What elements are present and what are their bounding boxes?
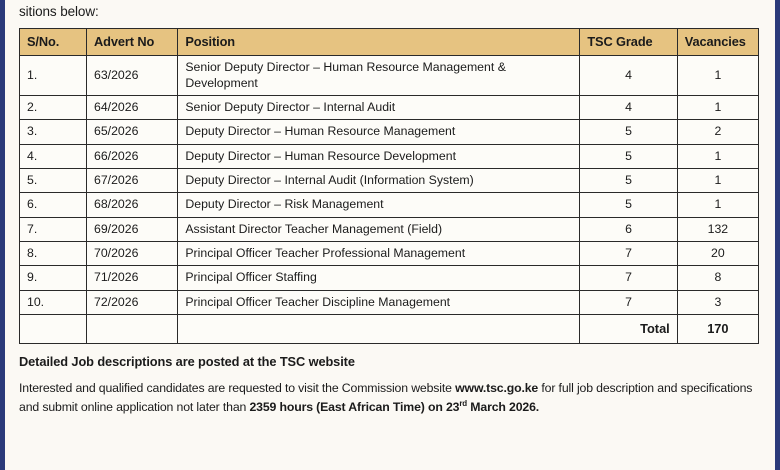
footer-text-part1: Interested and qualified candidates are requested to visit the Commission website	[19, 381, 456, 396]
cell-vacancies: 1	[677, 193, 758, 217]
column-header-advert: Advert No	[86, 29, 177, 56]
cell-position: Senior Deputy Director – Internal Audit	[178, 95, 580, 119]
cell-vacancies: 1	[677, 56, 758, 96]
cell-sno: 8.	[20, 242, 87, 266]
ordinal-suffix: rd	[459, 398, 468, 408]
footer-website-link[interactable]: www.tsc.go.ke	[455, 381, 539, 396]
column-header-vacancies: Vacancies	[677, 29, 758, 56]
cell-vacancies: 1	[677, 144, 758, 168]
cell-grade: 4	[580, 56, 677, 96]
footer-deadline-date: March 2026.	[467, 400, 540, 415]
cell-vacancies: 2	[677, 120, 758, 144]
footer-paragraph	[19, 380, 763, 417]
cell-grade: 7	[580, 290, 677, 314]
footer-text-part2: for full job description and specifications and submit online application not later than	[19, 381, 753, 415]
cell-vacancies: 8	[677, 266, 758, 290]
cell-grade: 5	[580, 193, 677, 217]
cell-sno: 10.	[20, 290, 87, 314]
column-header-position: Position	[178, 29, 580, 56]
cell-position: Principal Officer Teacher Professional Management	[178, 242, 580, 266]
footer-block	[19, 354, 763, 417]
cell-position: Deputy Director – Risk Management	[178, 193, 580, 217]
cell-advert: 71/2026	[86, 266, 177, 290]
table-row	[20, 144, 759, 168]
page-content	[5, 0, 775, 470]
cell-advert: 72/2026	[86, 290, 177, 314]
column-header-grade: TSC Grade	[580, 29, 677, 56]
page-rail-right	[775, 0, 780, 470]
cell-vacancies: 3	[677, 290, 758, 314]
cell-advert: 65/2026	[86, 120, 177, 144]
cell-advert: 70/2026	[86, 242, 177, 266]
cell-vacancies: 1	[677, 95, 758, 119]
table-row	[20, 168, 759, 192]
cell-grade: 5	[580, 144, 677, 168]
cell-vacancies: 132	[677, 217, 758, 241]
table-header	[20, 29, 759, 56]
cell-position: Assistant Director Teacher Management (Field)	[178, 217, 580, 241]
cell-sno: 2.	[20, 95, 87, 119]
cell-position: Principal Officer Staffing	[178, 266, 580, 290]
footer-deadline-ordinal	[459, 400, 467, 414]
cell-position: Senior Deputy Director – Human Resource Management & Development	[178, 56, 580, 96]
column-header-sno: S/No.	[20, 29, 87, 56]
cell-sno: 3.	[20, 120, 87, 144]
total-blank-position	[178, 315, 580, 344]
footer-heading: Detailed Job descriptions are posted at the TSC website	[19, 354, 355, 370]
cell-grade: 6	[580, 217, 677, 241]
cell-advert: 66/2026	[86, 144, 177, 168]
vacancy-table	[19, 28, 759, 344]
cell-sno: 4.	[20, 144, 87, 168]
cell-sno: 7.	[20, 217, 87, 241]
table-body	[20, 56, 759, 344]
table-row	[20, 56, 759, 96]
cell-advert: 63/2026	[86, 56, 177, 96]
cell-position: Deputy Director – Human Resource Development	[178, 144, 580, 168]
table-row	[20, 120, 759, 144]
table-row	[20, 266, 759, 290]
cell-sno: 5.	[20, 168, 87, 192]
table-row	[20, 217, 759, 241]
cell-sno: 6.	[20, 193, 87, 217]
cell-advert: 68/2026	[86, 193, 177, 217]
cell-position: Deputy Director – Internal Audit (Information System)	[178, 168, 580, 192]
cell-advert: 67/2026	[86, 168, 177, 192]
footer-deadline-time: 2359 hours (East African Time) on 23	[249, 400, 460, 415]
cell-position: Principal Officer Teacher Discipline Management	[178, 290, 580, 314]
cell-advert: 69/2026	[86, 217, 177, 241]
total-value: 170	[677, 315, 758, 344]
table-total-row	[20, 315, 759, 344]
total-blank-sno	[20, 315, 87, 344]
cell-sno: 9.	[20, 266, 87, 290]
cell-grade: 5	[580, 120, 677, 144]
table-row	[20, 193, 759, 217]
cell-grade: 7	[580, 266, 677, 290]
table-row	[20, 95, 759, 119]
total-blank-advert	[86, 315, 177, 344]
cell-grade: 5	[580, 168, 677, 192]
cell-vacancies: 20	[677, 242, 758, 266]
cell-vacancies: 1	[677, 168, 758, 192]
intro-text: sitions below:	[19, 4, 99, 19]
cell-grade: 7	[580, 242, 677, 266]
table-row	[20, 290, 759, 314]
table-header-row	[20, 29, 759, 56]
cell-grade: 4	[580, 95, 677, 119]
cell-advert: 64/2026	[86, 95, 177, 119]
table-row	[20, 242, 759, 266]
cell-position: Deputy Director – Human Resource Management	[178, 120, 580, 144]
total-label: Total	[580, 315, 677, 344]
cell-sno: 1.	[20, 56, 87, 96]
